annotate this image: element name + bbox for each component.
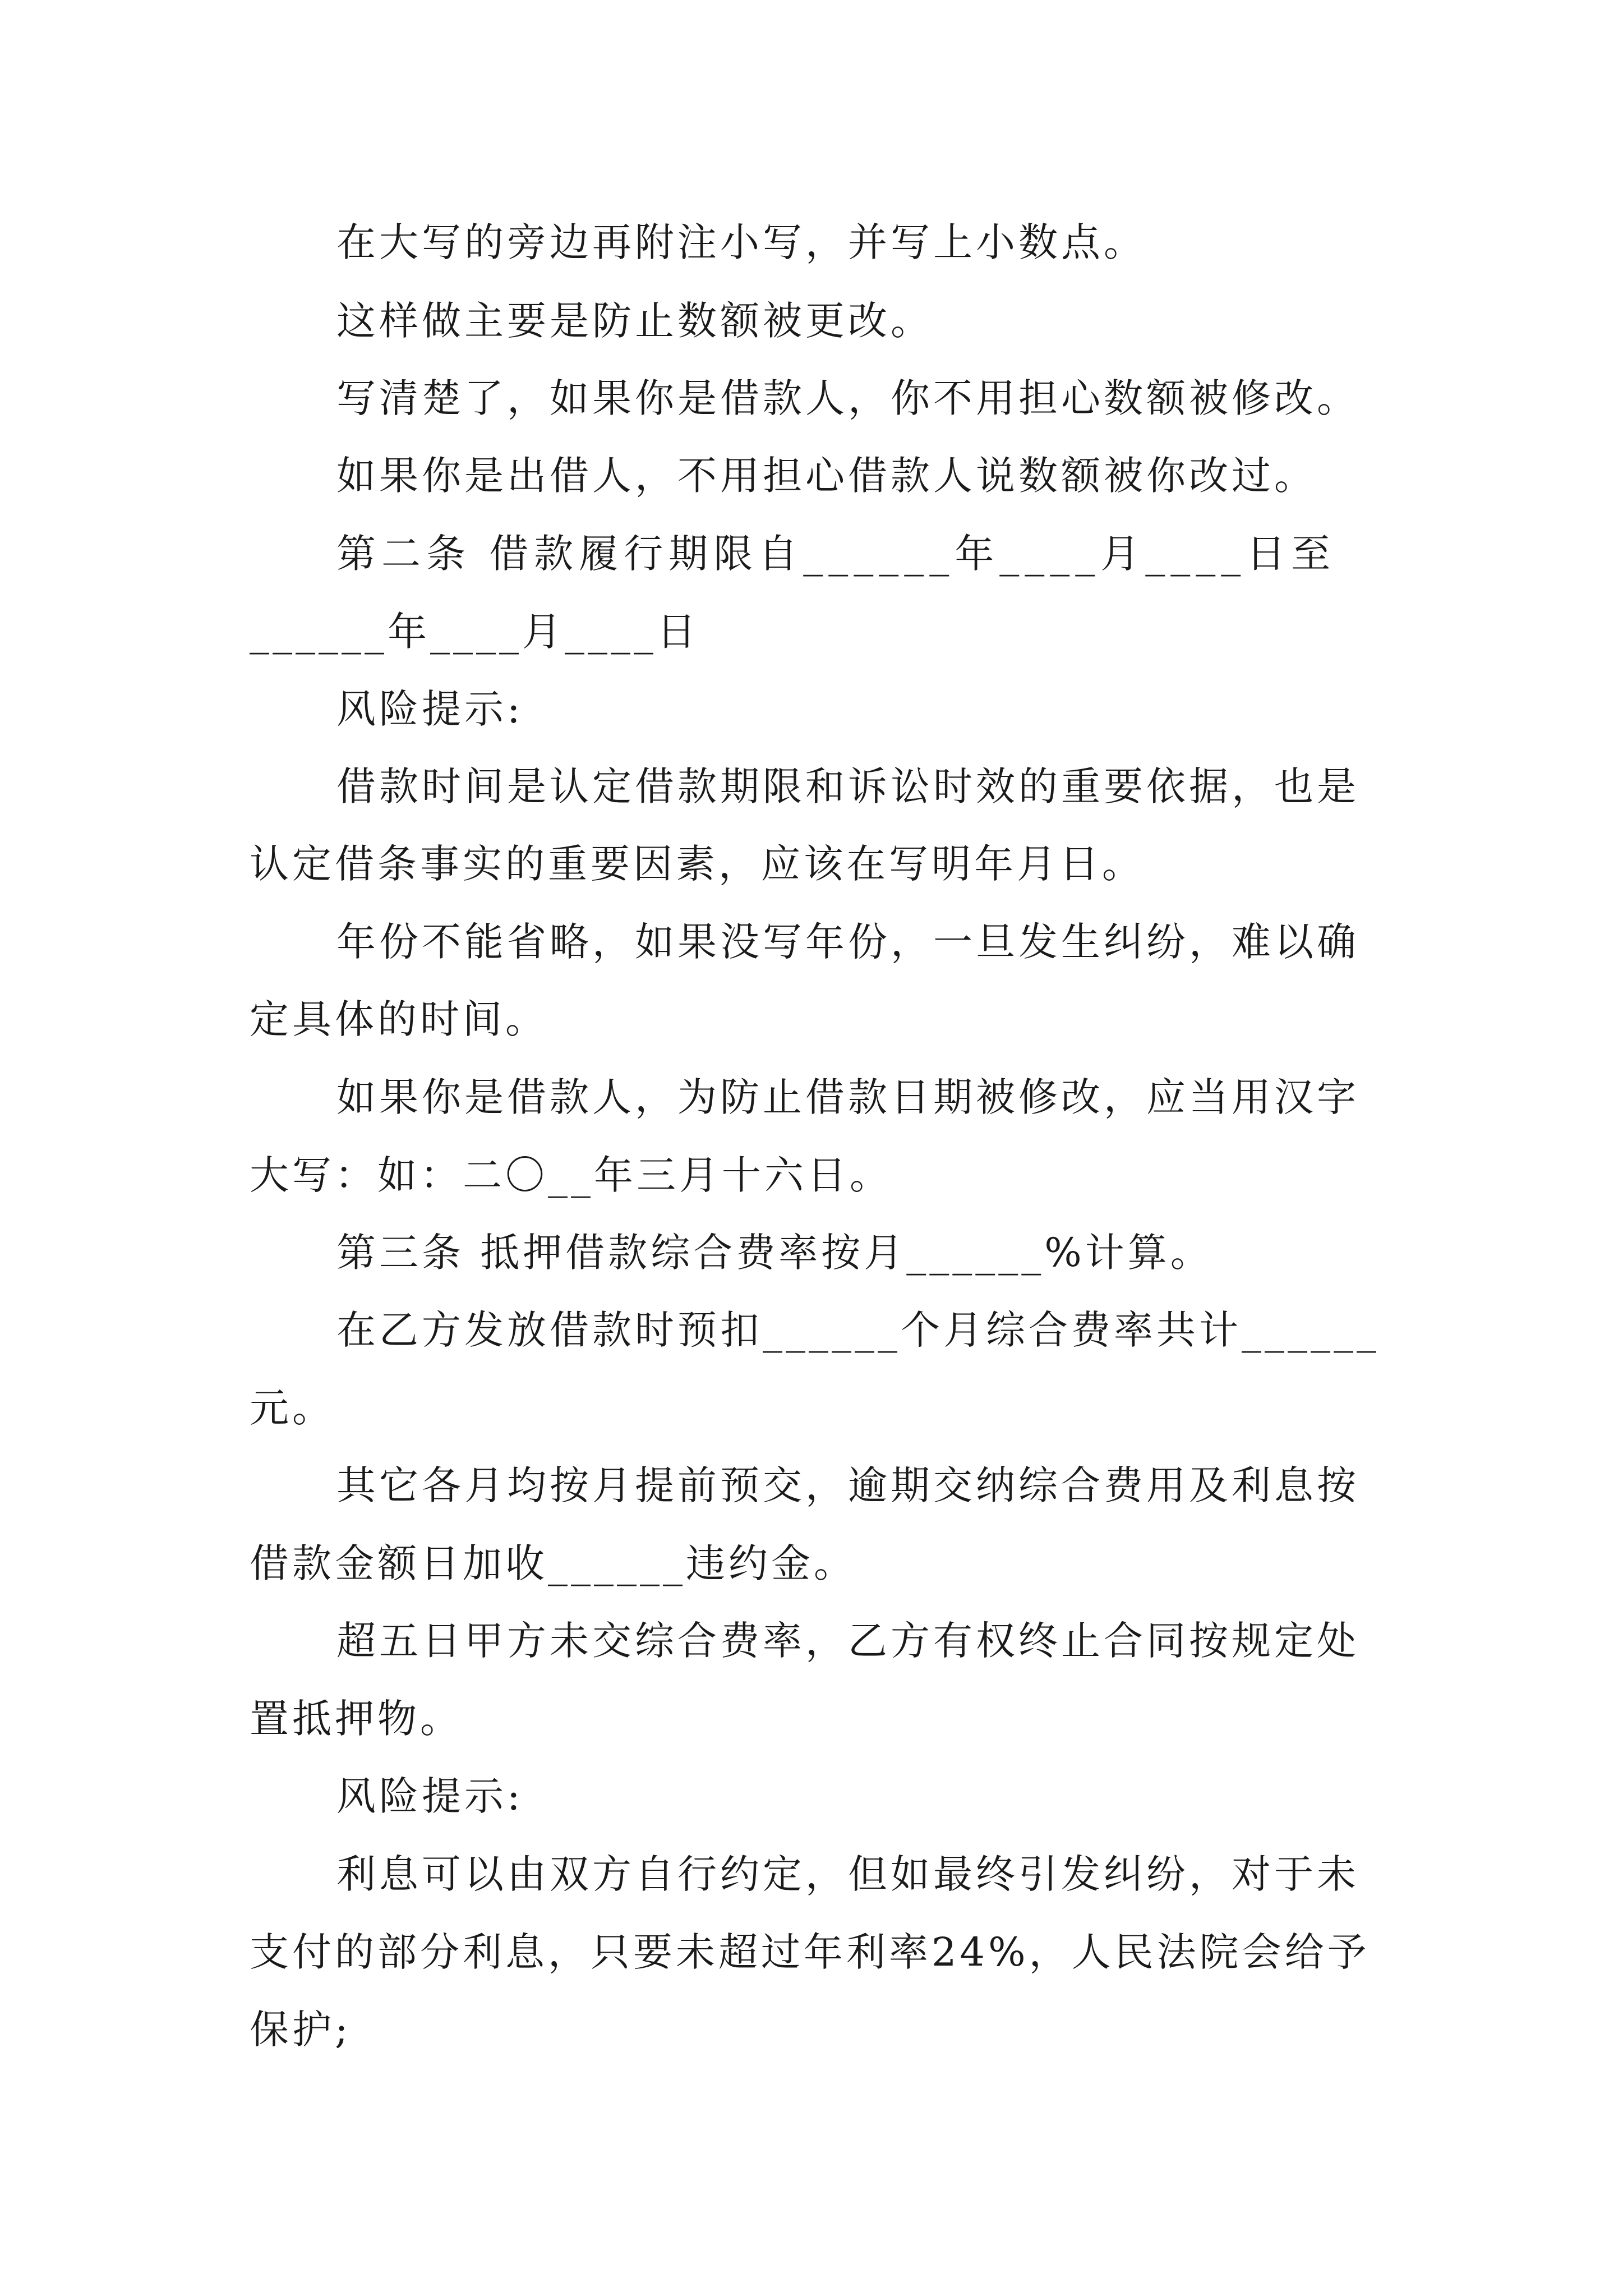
paragraph-line: 在大写的旁边再附注小写，并写上小数点。: [336, 219, 1146, 265]
paragraph-line: 写清楚了，如果你是借款人，你不用担心数额被修改。: [336, 375, 1359, 421]
paragraph-line: 定具体的时间。: [250, 996, 548, 1042]
paragraph-line: 大写：如：二〇__年三月十六日。: [250, 1152, 892, 1198]
paragraph-line: 认定借条事实的重要因素，应该在写明年月日。: [250, 841, 1145, 887]
clause-heading-line: 第三条 抵押借款综合费率按月______%计算。: [336, 1230, 1213, 1276]
section-label: 风险提示:: [336, 1773, 524, 1819]
paragraph-line: 元。: [250, 1385, 335, 1431]
paragraph-line: 年份不能省略，如果没写年份，一旦发生纠纷，难以确: [336, 919, 1359, 965]
clause-heading-line: 第二条 借款履行期限自______年____月____日至: [336, 531, 1336, 577]
paragraph-line: 在乙方发放借款时预扣______个月综合费率共计______: [336, 1307, 1380, 1353]
paragraph-line: 借款金额日加收______违约金。: [250, 1540, 856, 1586]
paragraph-line: 置抵押物。: [250, 1696, 463, 1742]
paragraph-line: ______年____月____日: [250, 609, 699, 655]
paragraph-line: 这样做主要是防止数额被更改。: [336, 298, 933, 344]
section-label: 风险提示:: [336, 686, 524, 732]
paragraph-line: 其它各月均按月提前预交，逾期交纳综合费用及利息按: [336, 1462, 1359, 1508]
paragraph-line: 利息可以由双方自行约定，但如最终引发纠纷，对于未: [336, 1851, 1359, 1897]
paragraph-line: 如果你是借款人，为防止借款日期被修改，应当用汉字: [336, 1074, 1359, 1120]
paragraph-line: 如果你是出借人，不用担心借款人说数额被你改过。: [336, 453, 1317, 499]
paragraph-line: 支付的部分利息，只要未超过年利率24%，人民法院会给予: [250, 1929, 1370, 1975]
paragraph-line: 保护;: [250, 2007, 352, 2053]
paragraph-line: 超五日甲方未交综合费率，乙方有权终止合同按规定处: [336, 1618, 1359, 1664]
paragraph-line: 借款时间是认定借款期限和诉讼时效的重要依据，也是: [336, 763, 1359, 809]
